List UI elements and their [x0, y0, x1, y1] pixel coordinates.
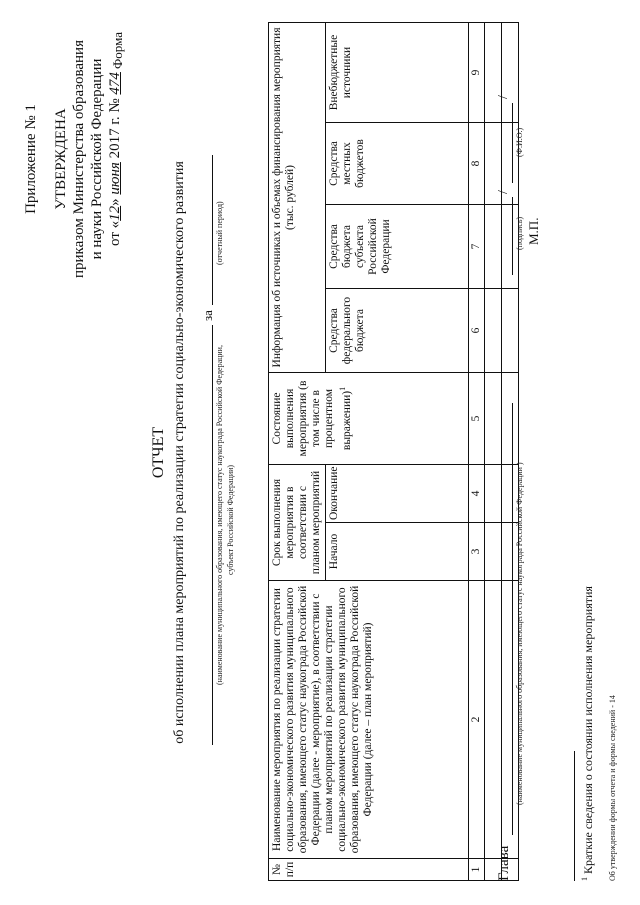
header-federal: Средства федерального бюджета: [326, 289, 469, 373]
col-num-1: 1: [469, 859, 485, 881]
col-num-9: 9: [469, 23, 485, 123]
approved-label: УТВЕРЖДЕНА: [53, 108, 69, 210]
municipality-hint-2: субъект Российской Федерации): [226, 464, 235, 575]
table-cell: [502, 373, 519, 465]
approval-date-line: [106, 40, 124, 278]
signature-slash-2: /: [496, 95, 511, 99]
head-name-hint: (наименование муниципального образования, имеющего статус наукограда Российской Федерации ): [515, 462, 524, 805]
col-num-8: 8: [469, 123, 485, 205]
table-cell: [485, 581, 502, 859]
status-footnote-mark: 1: [338, 386, 347, 391]
footnote-separator: [574, 751, 575, 881]
approval-block: [22, 40, 124, 278]
date-mid: »: [107, 194, 123, 206]
table-cell: [502, 289, 519, 373]
approval-order-line1: приказом Министерства образования: [71, 40, 87, 278]
date-prefix: от «: [107, 220, 123, 246]
period-line: [212, 155, 213, 305]
period-hint: (отчетный период): [215, 201, 224, 265]
col-num-3: 3: [469, 523, 485, 581]
header-status-text: Состояние выполнения мероприятия (в том числе в процентном выражении): [271, 380, 353, 457]
table-row: [485, 23, 502, 881]
footnote: [580, 586, 596, 881]
header-event: Наименование мероприятия по реализации стратегии социально-экономического развития муниципального образования, имеющего статус наукограда Российской Федерации (далее - мероприятие), в соответствии с планом мероприятий по реализации стратегии социально-экономического развития муниципального образования, имеющего статус наукограда Российской Федерации (далее – план мероприятий): [269, 581, 469, 859]
fio-hint: (Ф.И.О.): [515, 127, 524, 157]
date-month: июня: [107, 162, 123, 195]
report-subtitle: об исполнении плана мероприятий по реализации стратегии социально-экономического развития: [172, 161, 187, 744]
header-term: Срок выполнения мероприятия в соответствии с планом мероприятий: [269, 465, 326, 581]
signature-slash-1: /: [496, 190, 511, 194]
header-num: № п/п: [269, 859, 469, 881]
head-name-line: [512, 403, 513, 835]
document-source: Об утверждении формы отчета и формы сведений - 14: [608, 695, 617, 881]
header-status: [269, 373, 469, 465]
header-row-1: [269, 23, 326, 881]
table-cell: [485, 23, 502, 123]
header-extra: Внебюджетные источники: [326, 23, 469, 123]
col-num-2: 2: [469, 581, 485, 859]
date-year: 2017 г. №: [107, 94, 123, 163]
form-label: Форма: [110, 32, 125, 69]
signature-line: [512, 197, 513, 275]
appendix-label: Приложение № 1: [23, 104, 39, 214]
date-day: 12: [107, 205, 123, 221]
header-finance: Информация об источниках и объемах финансирования мероприятия (тыс. рублей): [269, 23, 326, 373]
column-number-row: [469, 23, 485, 881]
period-za-label: за: [200, 310, 215, 321]
col-num-6: 6: [469, 289, 485, 373]
order-number: 474: [107, 72, 123, 95]
table-cell: [502, 23, 519, 123]
report-title: ОТЧЕТ: [150, 426, 167, 479]
head-label: Глава: [496, 845, 512, 881]
col-num-7: 7: [469, 205, 485, 289]
header-local: Средства местных бюджетов: [326, 123, 469, 205]
col-num-4: 4: [469, 465, 485, 523]
table-cell: [485, 205, 502, 289]
approval-order-line2: и науки Российской Федерации: [89, 58, 105, 260]
table-cell: [485, 289, 502, 373]
header-subject: Средства бюджета субъекта Российской Федерации: [326, 205, 469, 289]
header-end: Окончание: [326, 465, 469, 523]
report-table: [268, 22, 519, 881]
table-cell: [485, 373, 502, 465]
municipality-name-line: [212, 325, 213, 745]
municipality-hint: (наименование муниципального образования, имеющего статус наукограда Российской Федерации,: [215, 345, 224, 685]
col-num-5: 5: [469, 373, 485, 465]
table-cell: [485, 465, 502, 523]
sign-hint: (подпись): [515, 216, 524, 250]
stamp-place-label: М.П.: [526, 217, 541, 245]
fio-line: [512, 103, 513, 183]
table-cell: [485, 523, 502, 581]
footnote-mark: 1: [580, 877, 589, 881]
header-start: Начало: [326, 523, 469, 581]
footnote-text: Краткие сведения о состоянии исполнения мероприятия: [581, 586, 595, 874]
